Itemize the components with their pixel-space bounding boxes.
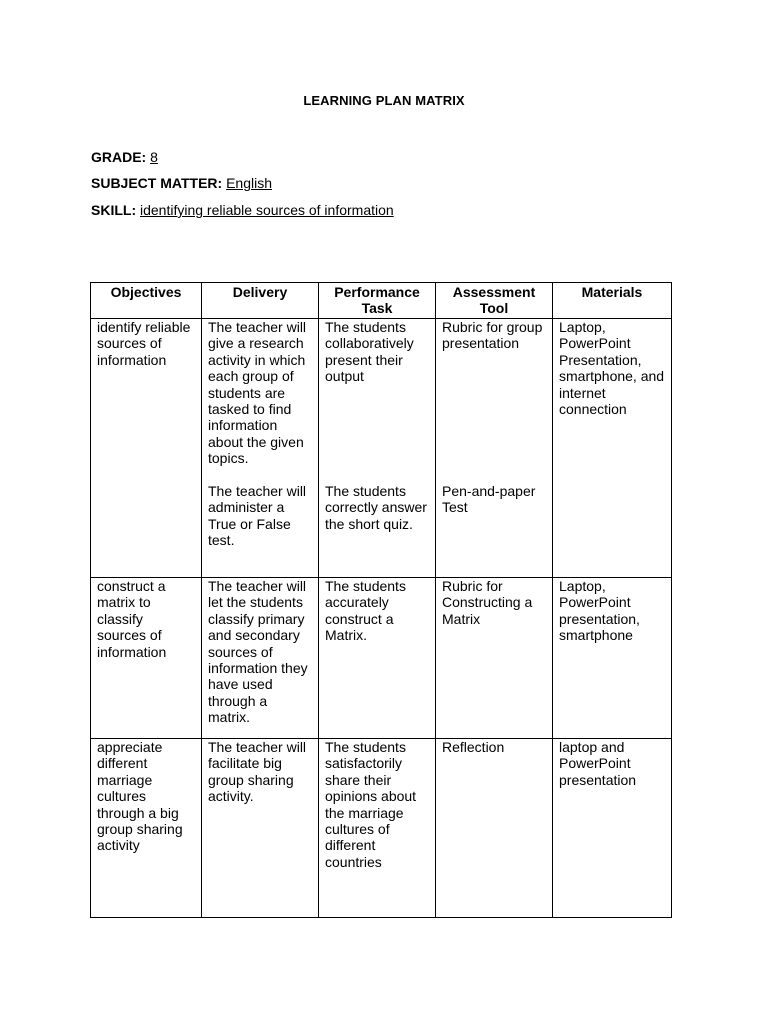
skill-value: identifying reliable sources of information xyxy=(140,202,394,218)
performance-task-text: The students correctly answer the short quiz. xyxy=(325,483,427,532)
grade-line xyxy=(91,149,158,165)
header-objectives: Objectives xyxy=(91,283,202,319)
assessment-tool-cell xyxy=(436,578,553,739)
grade-label: GRADE: xyxy=(91,149,147,165)
delivery-text: The teacher will facilitate big group sharing activity. xyxy=(208,739,307,805)
objectives-text: identify reliable sources of information xyxy=(97,319,191,368)
grade-value: 8 xyxy=(150,149,158,165)
objectives-text: construct a matrix to classify sources of information xyxy=(97,578,167,660)
performance-task-text: The students collaboratively present their output xyxy=(325,319,414,385)
document-title: LEARNING PLAN MATRIX xyxy=(303,93,465,108)
header-materials: Materials xyxy=(553,283,672,319)
delivery-cell xyxy=(202,319,319,578)
header-performance-task: Performance Task xyxy=(319,283,436,319)
table-header-row xyxy=(91,283,672,319)
objectives-cell xyxy=(91,578,202,739)
table-row xyxy=(91,578,672,739)
header-delivery: Delivery xyxy=(202,283,319,319)
materials-cell xyxy=(553,578,672,739)
delivery-cell xyxy=(202,578,319,739)
delivery-text: The teacher will give a research activity in which each group of students are tasked to find information about the given topics. xyxy=(208,319,307,467)
materials-text: laptop and PowerPoint presentation xyxy=(559,739,637,788)
subject-line xyxy=(91,175,272,191)
delivery-cell xyxy=(202,739,319,918)
materials-text: Laptop, PowerPoint presentation, smartphone xyxy=(559,578,640,644)
header-assessment-tool: Assessment Tool xyxy=(436,283,553,319)
performance-task-text: The students satisfactorily share their opinions about the marriage cultures of different countries xyxy=(325,739,417,870)
assessment-tool-cell xyxy=(436,739,553,918)
objectives-text: appreciate different marriage cultures through a big group sharing activity xyxy=(97,739,183,854)
performance-task-cell xyxy=(319,319,436,578)
subject-label: SUBJECT MATTER: xyxy=(91,175,223,191)
delivery-text: The teacher will administer a True or False test. xyxy=(208,483,307,549)
assessment-tool-text: Rubric for group presentation xyxy=(442,319,543,352)
objectives-cell xyxy=(91,739,202,918)
materials-cell xyxy=(553,319,672,578)
performance-task-text: The students accurately construct a Matrix. xyxy=(325,578,406,644)
assessment-tool-text: Reflection xyxy=(442,739,505,755)
skill-line xyxy=(91,202,394,218)
performance-task-cell xyxy=(319,578,436,739)
table-row xyxy=(91,319,672,578)
subject-value: English xyxy=(226,175,272,191)
skill-label: SKILL: xyxy=(91,202,137,218)
assessment-tool-text: Rubric for Constructing a Matrix xyxy=(442,578,533,627)
objectives-cell xyxy=(91,319,202,578)
delivery-text: The teacher will let the students classify primary and secondary sources of information they have used through a matrix. xyxy=(208,578,308,726)
materials-text: Laptop, PowerPoint Presentation, smartphone, and internet connection xyxy=(559,319,665,418)
performance-task-cell xyxy=(319,739,436,918)
learning-plan-table xyxy=(90,282,672,918)
assessment-tool-cell xyxy=(436,319,553,578)
assessment-tool-text: Pen-and-paper Test xyxy=(442,483,536,516)
table-row xyxy=(91,739,672,918)
materials-cell xyxy=(553,739,672,918)
